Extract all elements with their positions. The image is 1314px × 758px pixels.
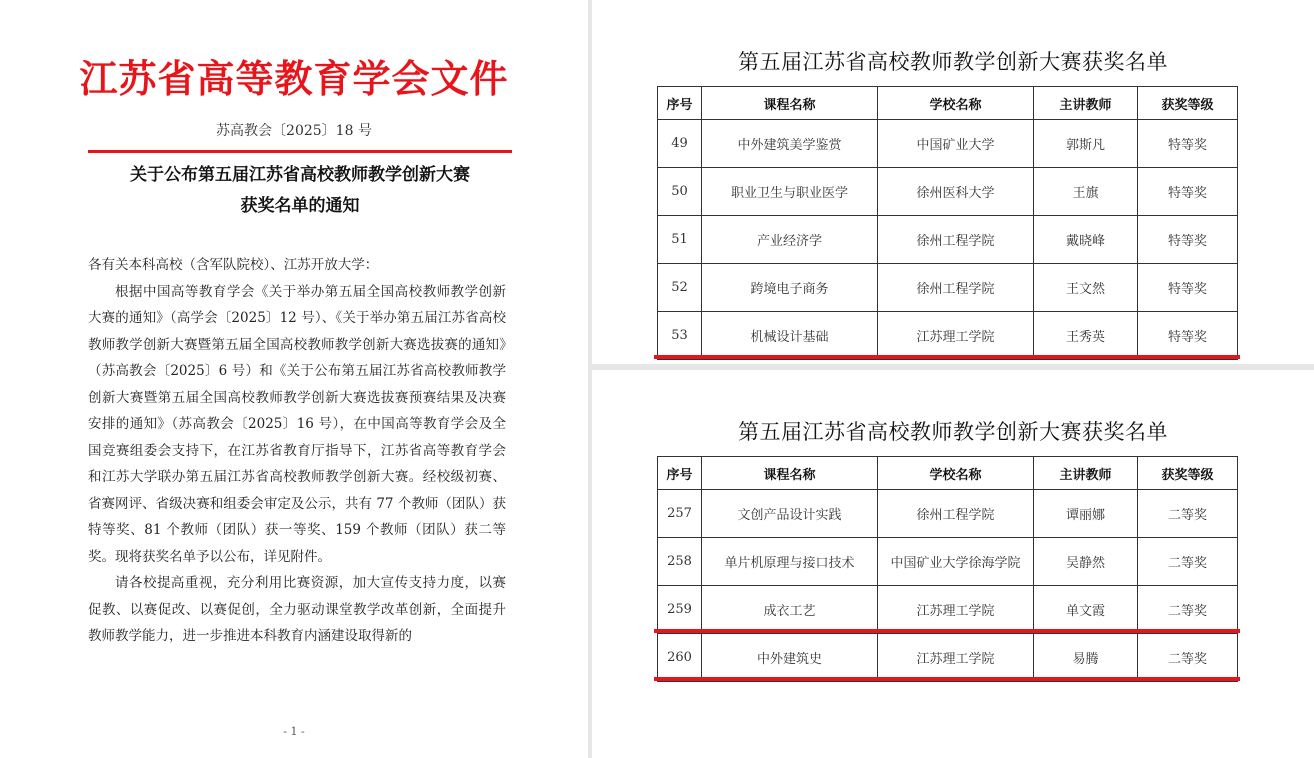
table-row xyxy=(658,490,1238,538)
document-number: 苏高教会〔2025〕18 号 xyxy=(216,123,372,139)
cell-teacher: 戴晓峰 xyxy=(1034,216,1138,264)
notice-title xyxy=(88,160,512,222)
cell-teacher: 王旗 xyxy=(1034,168,1138,216)
cell-award: 特等奖 xyxy=(1138,264,1238,312)
cell-school: 徐州工程学院 xyxy=(878,216,1034,264)
cell-number: 53 xyxy=(658,312,702,360)
cell-award: 特等奖 xyxy=(1138,312,1238,360)
table-header-row xyxy=(658,457,1238,490)
cell-award: 特等奖 xyxy=(1138,216,1238,264)
cell-number: 51 xyxy=(658,216,702,264)
cell-number: 49 xyxy=(658,120,702,168)
cell-number: 52 xyxy=(658,264,702,312)
award-table xyxy=(657,86,1238,360)
notice-title-line1: 关于公布第五届江苏省高校教师教学创新大赛 xyxy=(130,165,470,185)
notice-document-page xyxy=(0,0,588,758)
cell-award: 二等奖 xyxy=(1138,538,1238,586)
cell-teacher: 王文然 xyxy=(1034,264,1138,312)
column-header: 获奖等级 xyxy=(1138,87,1238,120)
award-list-page-2 xyxy=(592,370,1314,758)
cell-school: 徐州医科大学 xyxy=(878,168,1034,216)
highlight-underline xyxy=(654,355,1240,359)
award-table xyxy=(657,456,1238,682)
column-header: 序号 xyxy=(658,87,702,120)
cell-award: 二等奖 xyxy=(1138,634,1238,682)
page-number: - 1 - xyxy=(283,725,305,738)
cell-teacher: 吴静然 xyxy=(1034,538,1138,586)
cell-number: 257 xyxy=(658,490,702,538)
cell-school: 江苏理工学院 xyxy=(878,586,1034,634)
cell-school: 江苏理工学院 xyxy=(878,312,1034,360)
column-header: 主讲教师 xyxy=(1034,87,1138,120)
cell-teacher: 单文霞 xyxy=(1034,586,1138,634)
cell-school: 江苏理工学院 xyxy=(878,634,1034,682)
column-header: 课程名称 xyxy=(702,457,878,490)
cell-number: 259 xyxy=(658,586,702,634)
cell-number: 258 xyxy=(658,538,702,586)
cell-course: 文创产品设计实践 xyxy=(702,490,878,538)
cell-number: 260 xyxy=(658,634,702,682)
cell-award: 特等奖 xyxy=(1138,120,1238,168)
cell-award: 特等奖 xyxy=(1138,168,1238,216)
cell-course: 中外建筑史 xyxy=(702,634,878,682)
table-row xyxy=(658,264,1238,312)
table-row xyxy=(658,120,1238,168)
body-paragraph-1: 根据中国高等教育学会《关于举办第五届全国高校教师教学创新大赛的通知》（高学会〔2025〕12 号）、《关于举办第五届江苏省高校教师教学创新大赛暨第五届全国高校教师教学创新大赛选拔赛的通知》（苏高教会〔2025〕6 号）和《关于公布第五届江苏省高校教师教学创新大赛暨第五届全国高校教师教学创新大赛选拔赛预赛结果及决赛安排的通知》（苏高教会〔2025〕16 号），在中国高等教育学会及全国竞赛组委会支持下，在江苏省教育厅指导下，江苏省高等教育学会和江苏大学联办第五届江苏省高校教师教学创新大赛。经校级初赛、省赛网评、省级决赛和组委会审定及公示，共有 77 个教师（团队）获特等奖、81 个教师（团队）获一等奖、159 个教师（团队）获二等奖。现将获奖名单予以公布，详见附件。 xyxy=(88,283,506,565)
table-header-row xyxy=(658,87,1238,120)
cell-school: 中国矿业大学 xyxy=(878,120,1034,168)
cell-course: 成衣工艺 xyxy=(702,586,878,634)
red-divider xyxy=(88,150,512,153)
cell-award: 二等奖 xyxy=(1138,490,1238,538)
cell-course: 机械设计基础 xyxy=(702,312,878,360)
cell-teacher: 王秀英 xyxy=(1034,312,1138,360)
notice-body xyxy=(88,252,506,650)
column-header: 获奖等级 xyxy=(1138,457,1238,490)
column-header: 学校名称 xyxy=(878,87,1034,120)
award-list-title: 第五届江苏省高校教师教学创新大赛获奖名单 xyxy=(738,50,1168,74)
table-row-highlighted xyxy=(658,634,1238,682)
table-row-highlighted xyxy=(658,312,1238,360)
cell-course: 跨境电子商务 xyxy=(702,264,878,312)
column-header: 学校名称 xyxy=(878,457,1034,490)
cell-course: 单片机原理与接口技术 xyxy=(702,538,878,586)
award-list-title: 第五届江苏省高校教师教学创新大赛获奖名单 xyxy=(738,420,1168,444)
column-header: 序号 xyxy=(658,457,702,490)
column-header: 课程名称 xyxy=(702,87,878,120)
award-list-page-1 xyxy=(592,0,1314,364)
cell-number: 50 xyxy=(658,168,702,216)
salutation: 各有关本科高校（含军队院校）、江苏开放大学： xyxy=(88,257,379,273)
cell-course: 职业卫生与职业医学 xyxy=(702,168,878,216)
cell-school: 徐州工程学院 xyxy=(878,264,1034,312)
cell-school: 中国矿业大学徐海学院 xyxy=(878,538,1034,586)
cell-course: 中外建筑美学鉴赏 xyxy=(702,120,878,168)
notice-title-line2: 获奖名单的通知 xyxy=(240,196,360,216)
table-row xyxy=(658,168,1238,216)
cell-course: 产业经济学 xyxy=(702,216,878,264)
cell-teacher: 易腾 xyxy=(1034,634,1138,682)
cell-award: 二等奖 xyxy=(1138,586,1238,634)
highlight-divider xyxy=(654,629,1240,633)
table-row-highlighted xyxy=(658,586,1238,634)
cell-teacher: 谭丽娜 xyxy=(1034,490,1138,538)
table-row xyxy=(658,216,1238,264)
table-row xyxy=(658,538,1238,586)
cell-teacher: 郭斯凡 xyxy=(1034,120,1138,168)
column-header: 主讲教师 xyxy=(1034,457,1138,490)
highlight-underline xyxy=(654,677,1240,681)
document-header: 江苏省高等教育学会文件 xyxy=(79,56,509,101)
body-paragraph-2: 请各校提高重视，充分利用比赛资源，加大宣传支持力度，以赛促教、以赛促改、以赛促创，全力驱动课堂教学改革创新，全面提升教师教学能力，进一步推进本科教育内涵建设取得新的 xyxy=(88,575,506,644)
cell-school: 徐州工程学院 xyxy=(878,490,1034,538)
